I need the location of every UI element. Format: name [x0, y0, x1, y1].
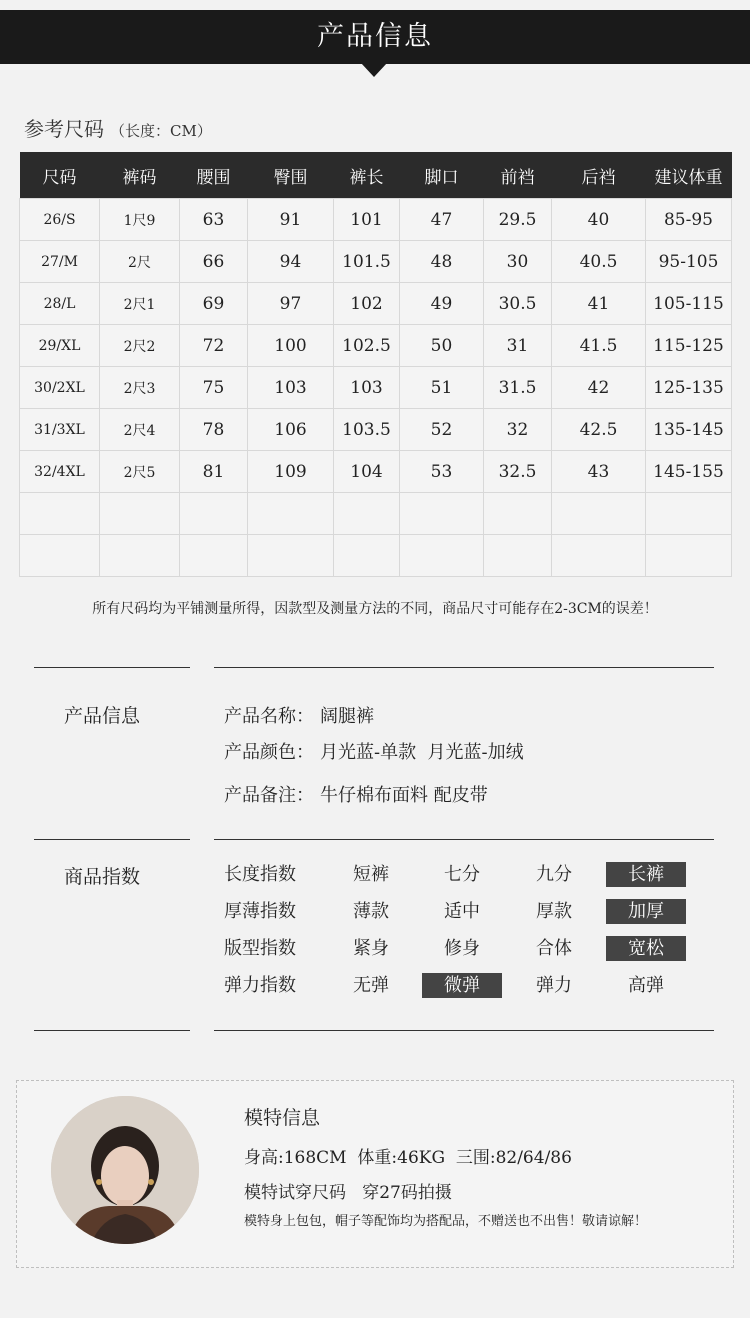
- divider: [214, 667, 714, 668]
- table-cell: 109: [248, 451, 334, 493]
- table-cell: 103: [334, 367, 400, 409]
- table-cell: 26/S: [20, 199, 100, 241]
- table-cell-empty: [646, 493, 732, 535]
- table-row: [20, 409, 732, 451]
- table-cell: 52: [400, 409, 484, 451]
- table-cell: 145-155: [646, 451, 732, 493]
- product-remark-line: [224, 781, 488, 807]
- col-header: 后裆: [552, 152, 646, 199]
- model-stats: 身高:168CM 体重:46KG 三围:82/64/86: [244, 1148, 572, 1168]
- col-header: 前裆: [484, 152, 552, 199]
- product-color-line: [224, 738, 524, 764]
- table-cell: 95-105: [646, 241, 732, 283]
- table-cell: 32: [484, 409, 552, 451]
- index-option: 高弹: [628, 975, 664, 996]
- table-cell-empty: [484, 493, 552, 535]
- table-cell: 81: [180, 451, 248, 493]
- table-cell: 31.5: [484, 367, 552, 409]
- table-cell: 69: [180, 283, 248, 325]
- table-cell-empty: [20, 493, 100, 535]
- index-row-name: 弹力指数: [224, 975, 296, 996]
- col-header: 尺码: [20, 152, 100, 199]
- table-cell-empty: [248, 493, 334, 535]
- model-avatar: [51, 1096, 199, 1244]
- index-option-selected: 宽松: [606, 936, 686, 961]
- table-cell: 91: [248, 199, 334, 241]
- table-cell: 32.5: [484, 451, 552, 493]
- table-cell: 104: [334, 451, 400, 493]
- table-cell: 51: [400, 367, 484, 409]
- table-cell: 103.5: [334, 409, 400, 451]
- table-cell: 30/2XL: [20, 367, 100, 409]
- product-color-value: 月光蓝-单款 月光蓝-加绒: [320, 742, 524, 763]
- table-cell: 29.5: [484, 199, 552, 241]
- table-cell: 30.5: [484, 283, 552, 325]
- table-cell-empty: [180, 493, 248, 535]
- table-cell: 2尺3: [100, 367, 180, 409]
- product-name-label: 产品名称：: [224, 706, 314, 727]
- table-cell: 31: [484, 325, 552, 367]
- table-cell: 31/3XL: [20, 409, 100, 451]
- model-portrait-image: [51, 1096, 199, 1244]
- model-disclaimer: 模特身上包包，帽子等配饰均为搭配品，不赠送也不出售！敬请谅解！: [244, 1214, 648, 1229]
- model-fit-size: 模特试穿尺码 穿27码拍摄: [244, 1183, 452, 1203]
- divider: [214, 1030, 714, 1031]
- col-header: 裤长: [334, 152, 400, 199]
- table-cell-empty: [552, 493, 646, 535]
- table-cell: 78: [180, 409, 248, 451]
- col-header: 腰围: [180, 152, 248, 199]
- col-header: 脚口: [400, 152, 484, 199]
- table-cell-empty: [334, 535, 400, 577]
- table-cell: 63: [180, 199, 248, 241]
- table-row: [20, 451, 732, 493]
- col-header: 建议体重: [646, 152, 732, 199]
- table-cell: 27/M: [20, 241, 100, 283]
- table-row: [20, 241, 732, 283]
- table-cell-empty: [248, 535, 334, 577]
- table-cell: 40: [552, 199, 646, 241]
- size-table-header-row: [20, 152, 732, 199]
- table-cell-empty: [20, 535, 100, 577]
- index-option-selected: 加厚: [606, 899, 686, 924]
- col-header: 裤码: [100, 152, 180, 199]
- table-row: [20, 367, 732, 409]
- size-heading-unit: （长度：CM）: [110, 122, 212, 140]
- table-cell: 102.5: [334, 325, 400, 367]
- divider: [214, 839, 714, 840]
- table-cell: 66: [180, 241, 248, 283]
- table-cell: 43: [552, 451, 646, 493]
- index-option: 适中: [444, 901, 480, 922]
- table-cell: 2尺1: [100, 283, 180, 325]
- table-cell: 101.5: [334, 241, 400, 283]
- measurement-note: 所有尺码均为平铺测量所得，因款型及测量方法的不同，商品尺寸可能存在2-3CM的误差！: [92, 601, 658, 617]
- size-heading-title: 参考尺码: [24, 117, 104, 141]
- divider: [34, 839, 190, 840]
- table-row-empty: [20, 493, 732, 535]
- table-cell: 115-125: [646, 325, 732, 367]
- table-cell-empty: [484, 535, 552, 577]
- col-header: 臀围: [248, 152, 334, 199]
- table-cell: 41.5: [552, 325, 646, 367]
- table-cell-empty: [100, 493, 180, 535]
- index-option: 紧身: [353, 938, 389, 959]
- table-cell: 135-145: [646, 409, 732, 451]
- index-option-selected: 长裤: [606, 862, 686, 887]
- table-cell: 42.5: [552, 409, 646, 451]
- index-option: 无弹: [353, 975, 389, 996]
- table-cell: 2尺4: [100, 409, 180, 451]
- table-cell: 97: [248, 283, 334, 325]
- table-cell: 32/4XL: [20, 451, 100, 493]
- size-table: [19, 152, 732, 577]
- table-cell: 53: [400, 451, 484, 493]
- table-cell: 49: [400, 283, 484, 325]
- table-cell: 30: [484, 241, 552, 283]
- index-option: 修身: [444, 938, 480, 959]
- product-name-value: 阔腿裤: [320, 706, 374, 727]
- table-cell-empty: [400, 535, 484, 577]
- table-row-empty: [20, 535, 732, 577]
- table-cell: 101: [334, 199, 400, 241]
- table-cell: 29/XL: [20, 325, 100, 367]
- table-cell: 47: [400, 199, 484, 241]
- index-option: 九分: [536, 864, 572, 885]
- table-row: [20, 199, 732, 241]
- index-row-name: 厚薄指数: [224, 901, 296, 922]
- table-cell-empty: [100, 535, 180, 577]
- index-option: 弹力: [536, 975, 572, 996]
- table-cell: 50: [400, 325, 484, 367]
- table-cell: 72: [180, 325, 248, 367]
- table-cell-empty: [646, 535, 732, 577]
- table-cell: 2尺2: [100, 325, 180, 367]
- product-info-label: 产品信息: [64, 705, 141, 727]
- section-banner: [0, 10, 750, 64]
- table-cell: 105-115: [646, 283, 732, 325]
- table-cell: 94: [248, 241, 334, 283]
- table-cell: 2尺: [100, 241, 180, 283]
- table-cell: 1尺9: [100, 199, 180, 241]
- table-cell: 75: [180, 367, 248, 409]
- index-option: 厚款: [536, 901, 572, 922]
- index-row-name: 版型指数: [224, 938, 296, 959]
- banner-title: 产品信息: [317, 21, 433, 52]
- product-remark-value: 牛仔棉布面料 配皮带: [320, 785, 488, 806]
- index-option: 薄款: [353, 901, 389, 922]
- table-row: [20, 325, 732, 367]
- table-cell: 100: [248, 325, 334, 367]
- size-heading: [24, 113, 212, 142]
- table-cell-empty: [400, 493, 484, 535]
- table-cell: 85-95: [646, 199, 732, 241]
- product-color-label: 产品颜色：: [224, 742, 314, 763]
- table-cell-empty: [180, 535, 248, 577]
- index-option: 合体: [536, 938, 572, 959]
- divider: [34, 1030, 190, 1031]
- table-cell: 102: [334, 283, 400, 325]
- table-cell: 40.5: [552, 241, 646, 283]
- table-cell: 41: [552, 283, 646, 325]
- table-cell-empty: [552, 535, 646, 577]
- divider: [34, 667, 190, 668]
- table-cell: 48: [400, 241, 484, 283]
- table-cell: 2尺5: [100, 451, 180, 493]
- table-cell: 125-135: [646, 367, 732, 409]
- table-row: [20, 283, 732, 325]
- index-label: 商品指数: [64, 866, 141, 888]
- table-cell-empty: [334, 493, 400, 535]
- index-option: 七分: [444, 864, 480, 885]
- product-remark-label: 产品备注：: [224, 785, 314, 806]
- index-option: 短裤: [353, 864, 389, 885]
- table-cell: 42: [552, 367, 646, 409]
- index-option-selected: 微弹: [422, 973, 502, 998]
- index-row-name: 长度指数: [224, 864, 296, 885]
- table-cell: 28/L: [20, 283, 100, 325]
- product-name-line: [224, 702, 374, 728]
- table-cell: 106: [248, 409, 334, 451]
- banner-arrow-icon: [361, 63, 387, 77]
- model-info-title: 模特信息: [244, 1107, 321, 1129]
- table-cell: 103: [248, 367, 334, 409]
